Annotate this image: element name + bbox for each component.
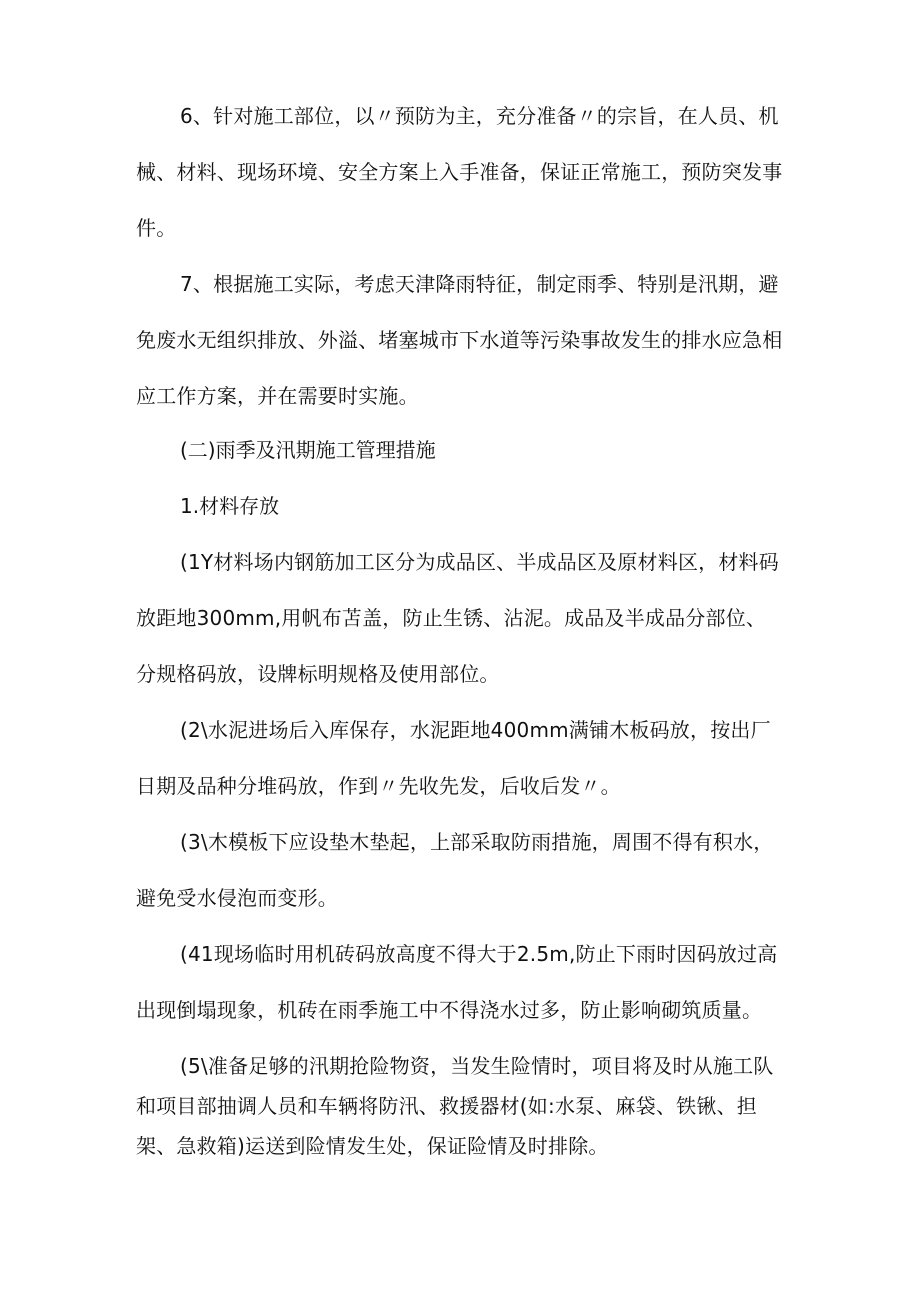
list-item-5: (5\准备足够的汛期抢险物资，当发生险情时，项目将及时从施工队和项目部抽调人员和车辆将防汛、救援器材(如:水泵、麻袋、铁锹、担架、急救箱)运送到险情发生处，保证险情及时排除。: [136, 1054, 774, 1158]
list-item-4: (41现场临时用机砖码放高度不得大于2.5m,防止下雨时因码放过高出现倒塌现象，机砖在雨季施工中不得浇水过多，防止影响砌筑质量。: [136, 942, 778, 1022]
list-item-2: (2\水泥进场后入库保存，水泥距地400mm满铺木板码放，按出厂日期及品种分堆码放，作到〃先收先发，后收后发〃。: [136, 718, 771, 798]
subsection-heading-materials: 1.材料存放: [180, 494, 280, 518]
list-item-1: (1Y材料场内钢筋加工区分为成品区、半成品区及原材料区，材料码放距地300mm,用帆布苫盖，防止生锈、沾泥。成品及半成品分部位、分规格码放，设牌标明规格及使用部位。: [136, 550, 779, 686]
section-heading-2: (二)雨季及汛期施工管理措施: [180, 438, 436, 462]
list-item-3: (3\木模板下应设垫木垫起，上部采取防雨措施，周围不得有积水，避免受水侵泡而变形。: [136, 830, 774, 910]
paragraph-item-7: 7、根据施工实际，考虑天津降雨特征，制定雨季、特别是汛期，避免废水无组织排放、外溢、堵塞城市下水道等污染事故发生的排水应急相应工作方案，并在需要时实施。: [136, 272, 783, 408]
paragraph-item-6: 6、针对施工部位，以〃预防为主，充分准备〃的宗旨，在人员、机械、材料、现场环境、安全方案上入手准备，保证正常施工，预防突发事件。: [136, 104, 783, 240]
